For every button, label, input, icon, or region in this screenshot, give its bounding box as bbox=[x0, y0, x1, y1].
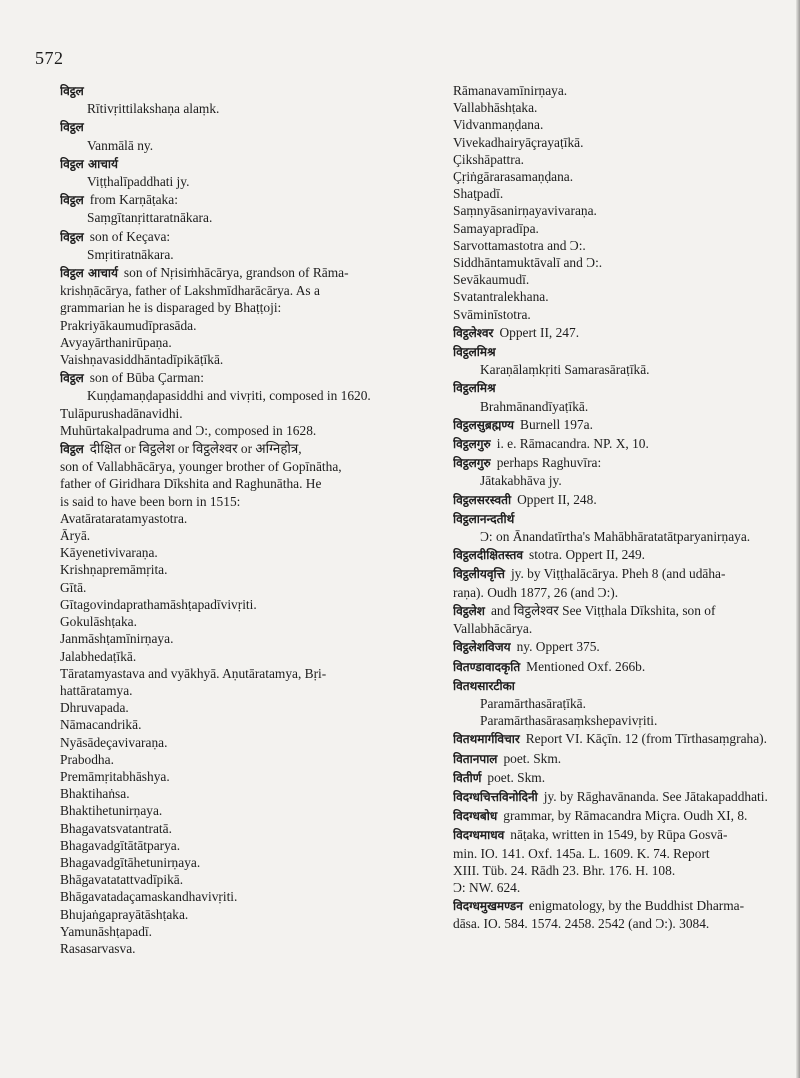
entry-line: Karaṇālaṃkṛiti Samarasāraṭīkā. bbox=[480, 362, 650, 378]
entry-headword: विट्ठलमिश्र bbox=[453, 381, 496, 396]
entry-line: Nāmacandrikā. bbox=[60, 717, 142, 733]
dictionary-entry bbox=[60, 228, 426, 263]
entry-text: grammar, by Rāmacandra Miçra. Oudh XI, 8. bbox=[503, 808, 748, 824]
entry-line: Prakriyākaumudīprasāda. bbox=[60, 317, 197, 333]
entry-headword: विट्ठलेश्वर bbox=[453, 325, 494, 340]
entry-headword: विट्ठलमिश्र bbox=[453, 345, 496, 360]
entry-headword: विट्ठल आचार्य bbox=[60, 266, 118, 281]
dictionary-entry bbox=[453, 897, 786, 932]
entry-text: Burnell 197a. bbox=[520, 416, 593, 432]
entry-headword: वितथमार्गविचार bbox=[453, 732, 520, 747]
dictionary-entry bbox=[453, 788, 786, 806]
entry-line: Muhūrtakalpadruma and Ɔ:, composed in 1628. bbox=[60, 422, 317, 438]
entry-headword: विट्ठलेशविजय bbox=[453, 640, 511, 655]
entry-line: Vidvanmaṇḍana. bbox=[453, 117, 544, 133]
entry-line: Paramārthasārasaṃkshepavivṛiti. bbox=[480, 713, 658, 729]
entry-line: Gītagovindaprathamāshṭapadīvivṛiti. bbox=[60, 596, 257, 612]
dictionary-entry bbox=[453, 638, 786, 656]
dictionary-entry bbox=[453, 658, 786, 676]
entry-line: Sevākaumudī. bbox=[453, 272, 530, 288]
entry-headword: विट्ठलगुरु bbox=[453, 456, 491, 471]
entry-line: Saṃnyāsanirṇayavivaraṇa. bbox=[453, 203, 597, 219]
entry-line: Yamunāshṭapadī. bbox=[60, 923, 152, 939]
entry-line: Saṃgītanṛittaratnākara. bbox=[87, 210, 213, 226]
dictionary-entry bbox=[453, 510, 786, 545]
entry-line: Vallabhāshṭaka. bbox=[453, 100, 538, 116]
dictionary-entry bbox=[453, 416, 786, 434]
entry-line: Vaishṇavasiddhāntadīpikāṭīkā. bbox=[60, 352, 224, 368]
dictionary-entry bbox=[453, 491, 786, 509]
page-edge-shadow bbox=[796, 0, 800, 1078]
entry-text: son of Būba Çarman: bbox=[89, 370, 204, 386]
dictionary-entry bbox=[453, 602, 786, 637]
entry-line: Bhagavadgītāhetunirṇaya. bbox=[60, 854, 201, 870]
entry-line: Avyayārthanirūpaṇa. bbox=[60, 334, 172, 350]
entry-text: and विट्ठलेश्वर See Viṭṭhala Dīkshita, son of bbox=[490, 602, 716, 618]
right-column bbox=[453, 82, 786, 934]
dictionary-entry bbox=[453, 435, 786, 453]
entry-text: i. e. Rāmacandra. NP. X, 10. bbox=[496, 436, 649, 452]
dictionary-entry bbox=[453, 826, 786, 896]
entry-line: Tāratamyastava and vyākhyā. Aṇutāratamya, Bṛi- bbox=[60, 665, 327, 681]
entry-headword: विट्ठलीयवृत्ति bbox=[453, 567, 505, 582]
dictionary-entry bbox=[60, 369, 426, 439]
entry-text: Mentioned Oxf. 266b. bbox=[526, 658, 646, 674]
entry-text: Oppert II, 247. bbox=[499, 324, 580, 340]
entry-line: Svatantralekhana. bbox=[453, 289, 549, 305]
entry-line: Çikshāpattra. bbox=[453, 151, 525, 167]
entry-headword: विट्ठलदीक्षितस्तव bbox=[453, 548, 523, 563]
entry-text: Oppert II, 248. bbox=[517, 491, 597, 507]
entry-line: grammarian he is disparaged by Bhaṭṭoji: bbox=[60, 300, 282, 316]
entry-line: is said to have been born in 1515: bbox=[60, 493, 241, 509]
entry-line: Krishṇapremāmṛita. bbox=[60, 562, 168, 578]
entry-line: Viṭṭhalīpaddhati jy. bbox=[87, 174, 190, 190]
dictionary-entry bbox=[453, 82, 786, 323]
entry-line: Smṛitiratnākara. bbox=[87, 246, 174, 262]
entry-text: jy. by Viṭṭhalācārya. Pheh 8 (and udāha- bbox=[510, 566, 726, 582]
entry-headword: विदग्धमाधव bbox=[453, 828, 505, 843]
entry-line: Nyāsādeçavivaraṇa. bbox=[60, 734, 168, 750]
entry-line: Jātakabhāva jy. bbox=[480, 473, 562, 489]
entry-text: jy. by Rāghavānanda. See Jātakapaddhati. bbox=[543, 788, 768, 804]
page-number: 572 bbox=[35, 48, 64, 68]
dictionary-entry bbox=[453, 677, 786, 730]
entry-headword: विट्ठलसुब्रह्मण्य bbox=[453, 417, 515, 432]
entry-headword: विट्ठलगुरु bbox=[453, 437, 491, 452]
entry-line: Vivekadhairyāçrayaṭīkā. bbox=[453, 134, 584, 150]
dictionary-entry bbox=[453, 343, 786, 378]
entry-line: Tulāpurushadānavidhi. bbox=[60, 405, 183, 421]
entry-line: Bhujaṅgaprayātāshṭaka. bbox=[60, 906, 189, 922]
entry-line: Vanmālā ny. bbox=[87, 137, 154, 153]
entry-line: Rāmanavamīnirṇaya. bbox=[453, 83, 568, 98]
entry-headword: विट्ठल bbox=[60, 193, 84, 208]
entry-headword: विट्ठलानन्दतीर्थ bbox=[453, 511, 515, 526]
entry-text: Report VI. Kāçīn. 12 (from Tīrthasaṃgraha). bbox=[525, 731, 767, 747]
entry-line: Çṛiṅgārarasamaṇḍana. bbox=[453, 169, 574, 185]
entry-line: krishṇācārya, father of Lakshmīdharācārya. As a bbox=[60, 283, 320, 299]
entry-headword: विट्ठल आचार्य bbox=[60, 156, 118, 171]
entry-text: son of Nṛisiṁhācārya, grandson of Rāma- bbox=[123, 265, 349, 281]
entry-line: Gītā. bbox=[60, 579, 87, 595]
entry-line: Avatārataratamyastotra. bbox=[60, 510, 188, 526]
entry-line: Prabodha. bbox=[60, 751, 114, 767]
dictionary-entry bbox=[60, 155, 426, 190]
entry-text: nāṭaka, written in 1549, by Rūpa Gosvā- bbox=[510, 827, 728, 843]
entry-line: Bhāgavatadaçamaskandhavivṛiti. bbox=[60, 889, 238, 905]
entry-text: ny. Oppert 375. bbox=[516, 639, 600, 655]
entry-line: Rasasarvasva. bbox=[60, 940, 136, 956]
entry-line: Bhaktihaṅsa. bbox=[60, 786, 130, 802]
entry-line: min. IO. 141. Oxf. 145a. L. 1609. K. 74. Report bbox=[453, 845, 710, 861]
dictionary-entry bbox=[60, 118, 426, 153]
dictionary-entry bbox=[453, 454, 786, 489]
entry-line: Jalabhedaṭīkā. bbox=[60, 648, 137, 664]
entry-line: Svāminīstotra. bbox=[453, 306, 531, 322]
entry-text: perhaps Raghuvīra: bbox=[496, 455, 602, 471]
entry-headword: विट्ठलेश bbox=[453, 603, 485, 618]
entry-line: Ɔ: NW. 624. bbox=[453, 879, 521, 895]
entry-line: Bhaktihetunirṇaya. bbox=[60, 803, 163, 819]
dictionary-entry bbox=[60, 440, 426, 957]
entry-line: Brahmānandīyaṭīkā. bbox=[480, 398, 589, 414]
entry-line: Premāmṛitabhāshya. bbox=[60, 768, 170, 784]
entry-line: raṇa). Oudh 1877, 26 (and Ɔ:). bbox=[453, 584, 619, 600]
entry-headword: विदग्धमुखमण्डन bbox=[453, 899, 523, 914]
entry-line: Āryā. bbox=[60, 528, 91, 544]
entry-headword: विट्ठल bbox=[60, 229, 84, 244]
dictionary-entry bbox=[453, 565, 786, 600]
dictionary-entry bbox=[453, 324, 786, 342]
entry-line: Paramārthasāraṭīkā. bbox=[480, 695, 586, 711]
entry-line: Dhruvapada. bbox=[60, 700, 129, 716]
dictionary-entry bbox=[453, 379, 786, 414]
entry-line: Janmāshṭamīnirṇaya. bbox=[60, 631, 174, 647]
entry-line: Shaṭpadī. bbox=[453, 186, 504, 202]
entry-text: from Karṇāṭaka: bbox=[89, 192, 178, 208]
entry-line: Gokulāshṭaka. bbox=[60, 614, 137, 630]
entry-line: Kuṇḍamaṇḍapasiddhi and vivṛiti, composed in 1620. bbox=[87, 388, 371, 404]
dictionary-entry bbox=[453, 769, 786, 787]
entry-headword: वितानपाल bbox=[453, 751, 498, 766]
entry-line: Kāyenetivivaraṇa. bbox=[60, 545, 158, 561]
entry-headword: विट्ठल bbox=[60, 442, 84, 457]
entry-line: Rītivṛittilakshaṇa alaṃk. bbox=[87, 101, 220, 117]
entry-line: Sarvottamastotra and Ɔ:. bbox=[453, 237, 586, 253]
entry-headword: विट्ठल bbox=[60, 84, 84, 98]
dictionary-entry bbox=[453, 807, 786, 825]
entry-line: hattāratamya. bbox=[60, 682, 133, 698]
entry-headword: वितथसारटीका bbox=[453, 678, 515, 693]
entry-headword: विट्ठल bbox=[60, 371, 84, 386]
entry-line: Bhāgavatatattvadīpikā. bbox=[60, 872, 184, 888]
dictionary-entry bbox=[60, 264, 426, 368]
entry-line: son of Vallabhācārya, younger brother of Gopīnātha, bbox=[60, 459, 342, 475]
entry-line: Bhagavatsvatantratā. bbox=[60, 820, 172, 836]
entry-line: Siddhāntamuktāvalī and Ɔ:. bbox=[453, 255, 603, 271]
entry-text: stotra. Oppert II, 249. bbox=[529, 547, 646, 563]
entry-headword: विदग्धचित्तविनोदिनी bbox=[453, 789, 538, 804]
entry-text: poet. Skm. bbox=[503, 750, 562, 766]
entry-headword: विट्ठल bbox=[60, 120, 84, 135]
entry-headword: विट्ठलसरस्वती bbox=[453, 492, 512, 507]
entry-line: Samayapradīpa. bbox=[453, 220, 539, 236]
entry-line: Vallabhācārya. bbox=[453, 621, 533, 637]
dictionary-entry bbox=[60, 191, 426, 226]
entry-line: father of Giridhara Dīkshita and Raghunātha. He bbox=[60, 476, 322, 492]
dictionary-entry bbox=[453, 750, 786, 768]
entry-line: XIII. Tüb. 24. Rādh 23. Bhr. 176. H. 108. bbox=[453, 862, 676, 878]
dictionary-entry bbox=[60, 82, 426, 117]
left-column bbox=[60, 82, 426, 958]
entry-text: poet. Skm. bbox=[487, 769, 546, 785]
entry-headword: वितण्डावादकृति bbox=[453, 659, 521, 674]
entry-line: Bhagavadgītātātparya. bbox=[60, 837, 181, 853]
entry-text: son of Keçava: bbox=[89, 228, 171, 244]
dictionary-entry bbox=[453, 546, 786, 564]
entry-line: Ɔ: on Ānandatīrtha's Mahābhāratatātparyanirṇaya. bbox=[480, 529, 751, 545]
entry-line: dāsa. IO. 584. 1574. 2458. 2542 (and Ɔ:). 3084. bbox=[453, 916, 710, 932]
entry-headword: विदग्धबोध bbox=[453, 809, 498, 824]
entry-text: दीक्षित or विट्ठलेश or विट्ठलेश्वर or अग्निहोत्र, bbox=[89, 441, 302, 457]
entry-text: enigmatology, by the Buddhist Dharma- bbox=[528, 898, 745, 914]
dictionary-entry bbox=[453, 730, 786, 748]
entry-headword: वितीर्ण bbox=[453, 770, 482, 785]
